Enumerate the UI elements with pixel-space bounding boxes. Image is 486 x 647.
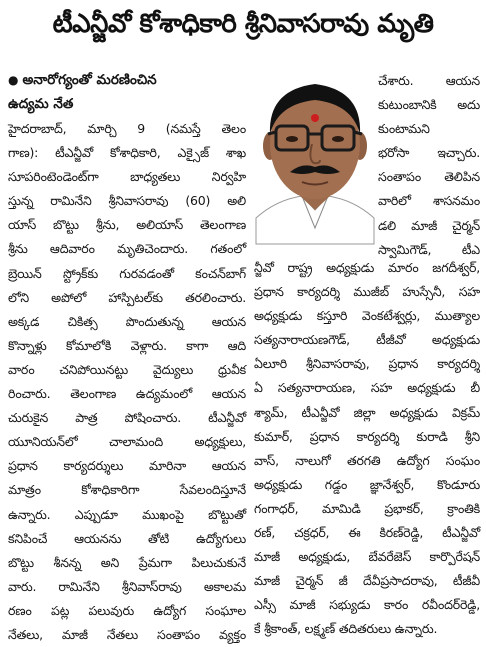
text-line: యాస్ బొట్టు శ్రీను, అలియాస్ తెలంగాణ xyxy=(8,217,246,233)
text-line: శ్రీను ఆదివారం మృతిచెందారు. గతంలో xyxy=(8,241,246,257)
text-line: రణం పట్ల పలువురు ఉద్యోగ సంఘాల xyxy=(8,602,246,618)
text-line: గాణ): టీఎన్జీవో కోశాధికారి, ఎక్సైజ్ శాఖ xyxy=(8,145,246,161)
text-line: మాజీ చైర్మన్ జీ దేవీప్రసాదరావు, టీజీవీ xyxy=(254,573,480,589)
subheadline-line-1 xyxy=(8,68,240,92)
text-line: వాస్, నాలుగో తరగతి ఉద్యోగ సంఘం xyxy=(254,452,480,468)
text-line: లోని అపోలో హాస్పిటల్‌కు తరలించారు. xyxy=(8,289,246,305)
text-line: కే శ్రీకాంత్, లక్ష్మణ్ తదితరులు ఉన్నారు. xyxy=(254,621,438,637)
text-line: సూపరింటెండెంట్‌గా బాధ్యతలు నిర్వహి xyxy=(8,169,246,185)
text-line: అధ్యక్షుడు కస్తూరి వెంకటేశ్వర్లు, ముత్యాల xyxy=(254,308,480,324)
text-line: కుంటామని xyxy=(378,121,430,137)
text-line: మాజీ అధ్యక్షుడు, బేవరేజెస్ కార్పొరేషన్ xyxy=(254,549,480,565)
text-line: కొన్నాళ్లు కోమాలోకి వెళ్లారు. కాగా ఆది xyxy=(8,337,246,353)
subheadline xyxy=(8,68,240,116)
text-line: సంతాపం తెలిపిన xyxy=(378,169,480,185)
text-line: అధ్యక్షుడు గడ్డం జ్ఞానేశ్వర్, కొండూరు xyxy=(254,476,480,492)
article-column-right-bottom xyxy=(254,256,480,642)
text-line: మాత్రం కోశాధికారిగా సేవలందిస్తూనే xyxy=(8,482,246,498)
article-column-right-top xyxy=(378,69,480,262)
text-line: డలి మాజీ చైర్మన్ xyxy=(378,217,480,233)
text-line: రించారు. తెలంగాణ ఉద్యమంలో ఆయన xyxy=(8,386,246,402)
text-line: చురుకైన పాత్ర పోషించారు. టీఎన్జీవో xyxy=(8,410,246,426)
text-line: స్వామిగౌడ్, టీఎ xyxy=(378,241,480,257)
headline: టీఎన్జీవో కోశాధికారి శ్రీనివాసరావు మృతి xyxy=(52,9,434,39)
text-line: ఏలూరి శ్రీనివాసరావు, ప్రధాన కార్యదర్శి xyxy=(254,356,480,372)
text-line: భరోసా ఇచ్చారు. xyxy=(378,145,480,161)
text-line: వారం చనిపోయినట్టు వైద్యులు ధ్రువీక xyxy=(8,361,246,377)
text-line: ఎస్సీ మాజీ సభ్యుడు కారం రవీందర్‌రెడ్డి, xyxy=(254,597,480,613)
text-line: నేతలు, మాజీ నేతలు సంతాపం వ్యక్తం xyxy=(8,626,246,642)
text-line: శ్యామ్, టీఎన్జీవో జిల్లా అధ్యక్షుడు విక్రమ్ xyxy=(254,404,480,420)
text-line: వారు. రామినేని శ్రీనివాస్‌రావు అకాలమ xyxy=(8,578,246,594)
portrait-illustration xyxy=(256,68,374,244)
text-line: స్తున్న రామినేని శ్రీనివాసరావు (60) అలి xyxy=(8,193,246,209)
text-line: కనిపించే ఆయనను తోటి ఉద్యోగులు xyxy=(8,530,246,546)
text-line: కుటుంబానికి అదు xyxy=(378,97,480,113)
text-line: వారిలో శాసనమం xyxy=(378,193,480,209)
portrait-photo xyxy=(256,68,374,244)
text-line: న్జీవో రాష్ట్ర అధ్యక్షుడు మారం జగదీశ్వర్, xyxy=(254,260,480,275)
text-line: చేశారు. ఆయన xyxy=(378,73,480,88)
text-line: ప్రధాన కార్యదర్శులు మారినా ఆయన xyxy=(8,458,246,474)
subheadline-line-2: ఉద్యమ నేత xyxy=(8,96,74,112)
subheadline-text-1: అనారోగ్యంతో మరణించిన xyxy=(22,72,157,88)
text-line: అక్కడ చికిత్స పొందుతున్న ఆయన xyxy=(8,313,246,329)
text-line: యూనియన్‌లో చాలామంది అధ్యక్షులు, xyxy=(8,434,246,450)
text-line: హైదరాబాద్, మార్చి 9 (నమస్తే తెలం xyxy=(8,121,246,136)
text-line: ఉన్నారు. ఎప్పుడూ ముఖంపై బొట్టుతో xyxy=(8,506,246,522)
text-line: ఏ సత్యనారాయణ, సహ అధ్యక్షుడు బీ xyxy=(254,380,480,396)
article-column-left xyxy=(8,117,246,647)
text-line: సత్యనారాయణగౌడ్, టీజీవో అధ్యక్షుడు xyxy=(254,332,480,348)
text-line: కుమార్, ప్రధాన కార్యదర్శి కురాడి శ్రీని xyxy=(254,428,480,444)
text-line: బొట్టు శీనన్న అని ప్రేమగా పిలుచుకునే xyxy=(8,554,246,570)
text-line: రణ్, చక్రధర్, ఈ కిరణ్‌రెడ్డి, టీఎన్జీవో xyxy=(254,525,480,541)
text-line: ప్రధాన కార్యదర్శి ముజీబ్ హుస్సేనీ, సహ xyxy=(254,284,480,300)
text-line: గంగాధర్, మామిడి ప్రభాకర్, క్రాంతికి xyxy=(254,500,480,516)
text-line: బ్రెయిన్ స్ట్రోక్‌కు గురవడంతో కంచన్‌బాగ్ xyxy=(8,265,246,281)
bullet-icon: ● xyxy=(8,73,19,87)
